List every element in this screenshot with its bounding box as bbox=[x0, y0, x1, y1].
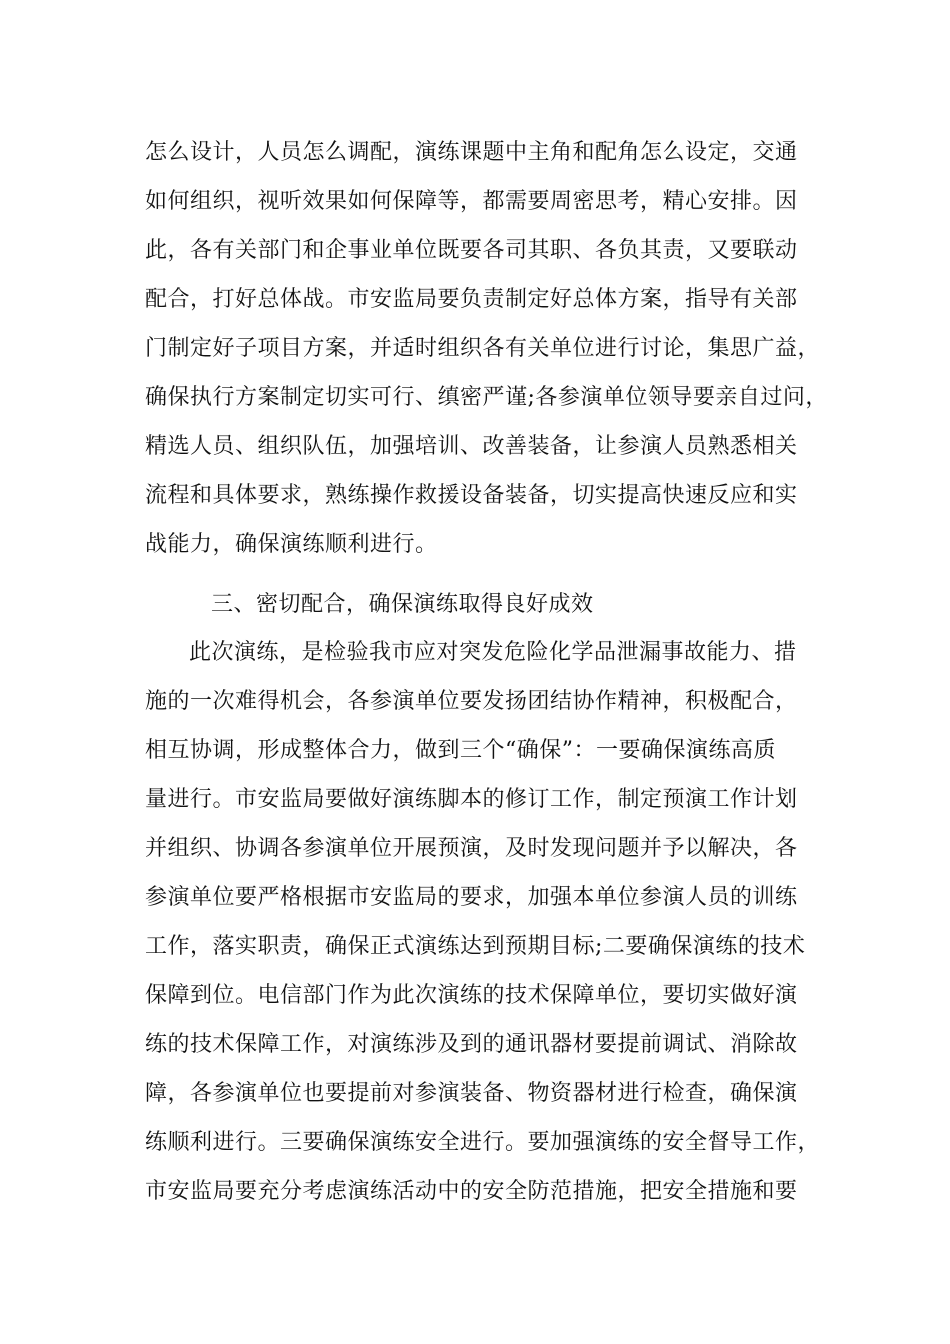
paragraph-2-line: 市安监局要充分考虑演练活动中的安全防范措施，把安全措施和要 bbox=[145, 1179, 798, 1204]
paragraph-1-line: 如何组织，视听效果如何保障等，都需要周密思考，精心安排。因 bbox=[145, 189, 798, 214]
paragraph-1 bbox=[145, 128, 845, 569]
paragraph-2-line: 障，各参演单位也要提前对参演装备、物资器材进行检查，确保演 bbox=[145, 1081, 798, 1106]
paragraph-1-line: 精选人员、组织队伍，加强培训、改善装备，让参演人员熟悉相关 bbox=[145, 434, 798, 459]
paragraph-2-line: 相互协调，形成整体合力，做到三个“确保”：一要确保演练高质 bbox=[145, 738, 776, 763]
paragraph-1-line: 流程和具体要求，熟练操作救援设备装备，切实提高快速反应和实 bbox=[145, 483, 798, 508]
paragraph-1-line: 此，各有关部门和企事业单位既要各司其职、各负其责，又要联动 bbox=[145, 238, 798, 263]
section-heading bbox=[145, 580, 845, 629]
paragraph-2 bbox=[145, 628, 845, 1216]
paragraph-2-line: 此次演练，是检验我市应对突发危险化学品泄漏事故能力、措 bbox=[189, 640, 797, 665]
paragraph-1-line: 配合，打好总体战。市安监局要负责制定好总体方案，指导有关部 bbox=[145, 287, 798, 312]
paragraph-1-line: 确保执行方案制定切实可行、缜密严谨;各参演单位领导要亲自过问， bbox=[145, 385, 828, 410]
section-heading-text: 三、密切配合，确保演练取得良好成效 bbox=[211, 592, 594, 617]
paragraph-2-line: 参演单位要严格根据市安监局的要求，加强本单位参演人员的训练 bbox=[145, 885, 798, 910]
paragraph-2-line: 施的一次难得机会，各参演单位要发扬团结协作精神，积极配合， bbox=[145, 689, 798, 714]
paragraph-2-line: 工作，落实职责，确保正式演练达到预期目标;二要确保演练的技术 bbox=[145, 934, 806, 959]
paragraph-2-line: 并组织、协调各参演单位开展预演，及时发现问题并予以解决，各 bbox=[145, 836, 798, 861]
paragraph-1-line: 怎么设计，人员怎么调配，演练课题中主角和配角怎么设定，交通 bbox=[145, 140, 798, 165]
paragraph-1-line: 战能力，确保演练顺利进行。 bbox=[145, 532, 438, 557]
paragraph-2-line: 练的技术保障工作，对演练涉及到的通讯器材要提前调试、消除故 bbox=[145, 1032, 798, 1057]
paragraph-1-line: 门制定好子项目方案，并适时组织各有关单位进行讨论，集思广益， bbox=[145, 336, 821, 361]
paragraph-2-line: 练顺利进行。三要确保演练安全进行。要加强演练的安全督导工作， bbox=[145, 1130, 821, 1155]
paragraph-2-line: 量进行。市安监局要做好演练脚本的修订工作，制定预演工作计划 bbox=[145, 787, 798, 812]
paragraph-2-line: 保障到位。电信部门作为此次演练的技术保障单位，要切实做好演 bbox=[145, 983, 798, 1008]
